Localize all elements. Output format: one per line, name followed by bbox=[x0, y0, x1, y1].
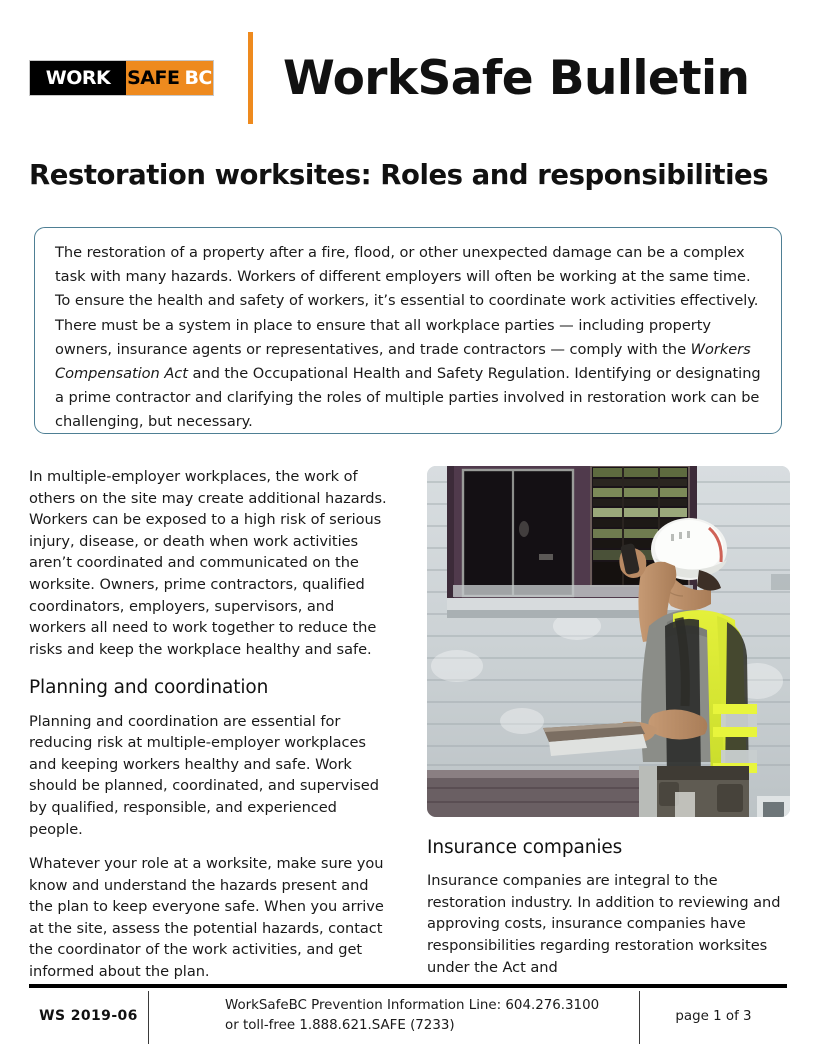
callout-italic-act: Workers Compensation Act bbox=[55, 340, 751, 383]
left-paragraph-1: In multiple-employer workplaces, the work of others on the site may create additional hazards. Workers can be exposed to a high risk of serious injury, disease, or death when work activities aren’t coordinated and communicated on the worksite. Owners, prime contractors, qualified coordinators, employers, supervisors, and workers all need to work together to reduce the risks and keep the workplace healthy and safe. bbox=[29, 468, 387, 658]
logo-orange-panel bbox=[126, 61, 213, 95]
page-footer bbox=[29, 988, 787, 1044]
left-paragraph-2: Planning and coordination are essential for reducing risk at multiple-employer workplaces and keeping workers healthy and safe. Work should be planned, coordinated, and supervised by qualified, responsible, and experienced people. bbox=[29, 712, 379, 838]
worksafebc-logo bbox=[29, 60, 214, 96]
right-column bbox=[427, 466, 790, 978]
page-title: Restoration worksites: Roles and responsibilities bbox=[29, 159, 769, 191]
summary-callout-box bbox=[34, 227, 782, 434]
footer-contact-line-1: WorkSafeBC Prevention Information Line: 604.276.3100 bbox=[225, 998, 600, 1013]
bulletin-title: WorkSafe Bulletin bbox=[283, 50, 750, 106]
header-orange-divider bbox=[248, 32, 253, 124]
photo-spacer bbox=[427, 817, 790, 837]
left-column bbox=[29, 466, 395, 983]
logo-word-work: WORK bbox=[45, 66, 111, 89]
worksite-photo bbox=[427, 466, 790, 817]
logo-word-safe: SAFE bbox=[127, 66, 180, 89]
worksite-photo-illustration bbox=[427, 466, 790, 817]
logo-black-panel bbox=[30, 61, 126, 95]
heading-insurance-companies: Insurance companies bbox=[427, 837, 623, 858]
right-paragraph-1: Insurance companies are integral to the restoration industry. In addition to reviewing and approving costs, insurance companies have responsibilities regarding restoration worksites under the Act and bbox=[427, 872, 781, 976]
callout-part-2: and the Occupational Health and Safety Regulation. Identifying or designating a prime contractor and clarifying the roles of multiple parties involved in restoration work can be challenging, but necessary. bbox=[55, 365, 761, 431]
footer-contact-line-2: or toll-free 1.888.621.SAFE (7233) bbox=[225, 1018, 455, 1033]
heading-planning-and-coordination: Planning and coordination bbox=[29, 677, 269, 699]
callout-part-1: The restoration of a property after a fire, flood, or other unexpected damage can be a complex task with many hazards. Workers of different employers will often be working at the same time. To ensure the health and safety of workers, it’s essential to coordinate work activities effectively. There must be a system in place to ensure that all workplace parties — including property owners, insurance agents or representatives, and trade contractors — comply with the bbox=[55, 244, 759, 358]
footer-page-number: page 1 of 3 bbox=[675, 1008, 752, 1024]
left-paragraph-3: Whatever your role at a worksite, make sure you know and understand the hazards present and the plan to keep everyone safe. When you arrive at the site, assess the potential hazards, contact the coordinator of the work activities, and get informed about the plan. bbox=[29, 855, 384, 981]
footer-contact-info bbox=[149, 988, 639, 1044]
page-header bbox=[29, 30, 787, 126]
logo-word-bc: BC bbox=[184, 66, 212, 89]
summary-callout-text bbox=[55, 241, 763, 435]
footer-document-code: WS 2019-06 bbox=[39, 1008, 138, 1024]
